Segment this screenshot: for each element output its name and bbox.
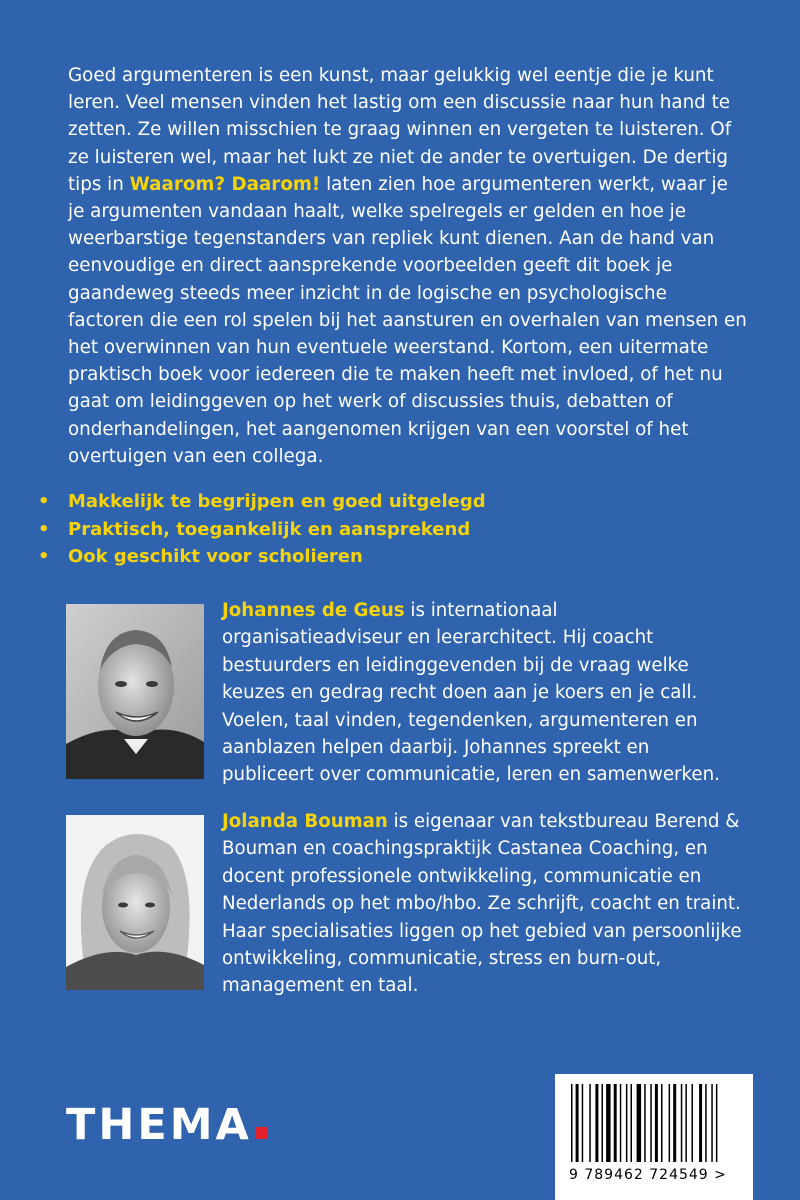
feature-item	[38, 488, 738, 516]
intro-text	[68, 62, 748, 470]
barcode-bar	[637, 1084, 642, 1162]
barcode-bar	[620, 1084, 622, 1162]
book-title: Waarom? Daarom!	[129, 173, 321, 195]
feature-list	[38, 488, 738, 571]
barcode-bar	[711, 1084, 713, 1162]
barcode-bar	[685, 1084, 687, 1162]
author-bio-jolanda	[222, 808, 742, 1000]
barcode-bar	[595, 1084, 598, 1162]
barcode-bar	[576, 1084, 579, 1162]
intro-text-part1: Goed argumenteren is een kunst, maar gelukkig wel eentje die je kunt leren. Veel mensen vinden het lastig om een discussie naar hun hand te zetten. Ze willen misschien te graag winnen en vergeten te luisteren. Of ze luisteren wel, maar het lukt ze niet de ander te overtuigen. De dertig tips in	[68, 65, 732, 195]
author-bio-text: is eigenaar van tekstbureau Berend & Bouman en coachingspraktijk Castanea Coaching, en docent professionele ontwikkeling, communicatie en Nederlands op het mbo/hbo. Ze schrijft, coacht en traint. Haar specialisaties liggen op het gebied van persoonlijke ontwikkeling, communicatie, stress en burn-out, management en taal.	[222, 811, 742, 997]
barcode-bars	[569, 1084, 739, 1166]
barcode-bar	[705, 1084, 707, 1162]
barcode-bar	[626, 1084, 628, 1162]
author-bio-johannes	[222, 597, 742, 789]
feature-text: Praktisch, toegankelijk en aansprekend	[68, 518, 471, 540]
author-name: Johannes de Geus	[222, 600, 405, 621]
bullet-icon: •	[38, 518, 50, 540]
barcode-bar	[661, 1084, 663, 1162]
barcode-bar	[606, 1084, 611, 1162]
feature-item	[38, 543, 738, 571]
intro-text-part2: laten zien hoe argumenteren werkt, waar je je argumenten vandaan haalt, welke spelregels er gelden en hoe je weerbarstige tegenstanders van repliek kunt dienen. Aan de hand van eenvoudige en direct aansprekende voorbeelden geeft dit boek je gaandeweg steeds meer inzicht in de logische en psychologische factoren die een rol spelen bij het aansturen en overhalen van mensen en het overwinnen van hun eventuele weerstand. Kortom, een uitermate praktisch boek voor iedereen die te maken heeft met invloed, of het nu gaat om leidinggeven op het werk of discussies thuis, debatten of onderhandelingen, het aangenomen krijgen van een voorstel of het overtuigen van een collega.	[68, 173, 747, 467]
barcode-bar	[589, 1084, 591, 1162]
barcode-bar	[650, 1084, 652, 1162]
barcode-bar	[716, 1084, 718, 1162]
author-photo-johannes	[66, 604, 204, 779]
feature-text: Makkelijk te begrijpen en goed uitgelegd	[68, 491, 486, 512]
bullet-icon: •	[38, 546, 50, 567]
feature-item	[38, 516, 738, 544]
barcode-bar	[699, 1084, 702, 1162]
publisher-logo	[66, 1100, 268, 1150]
barcode-bar	[681, 1084, 683, 1162]
barcode-bar	[582, 1084, 584, 1162]
publisher-name: THEMA	[66, 1100, 252, 1150]
isbn-number: 9 789462 724549 >	[569, 1167, 727, 1183]
barcode-bar	[571, 1084, 573, 1162]
barcode-bar	[655, 1084, 658, 1162]
author-photo-jolanda	[66, 815, 204, 990]
barcode-bar	[614, 1084, 617, 1162]
barcode-bar	[602, 1084, 604, 1162]
feature-text: Ook geschikt voor scholieren	[68, 546, 363, 567]
barcode-bar	[631, 1084, 633, 1162]
barcode-bar	[673, 1084, 676, 1162]
author-bio-text: is internationaal organisatieadviseur en leerarchitect. Hij coacht bestuurders en leidinggevenden bij de vraag welke keuzes en gedrag recht doen aan je koers en je call. Voelen, taal vinden, tegendenken, argumenteren en aanblazen helpen daarbij. Johannes spreekt en publiceert over communicatie, leren en samenwerken.	[222, 600, 720, 786]
author-name: Jolanda Bouman	[222, 811, 388, 832]
barcode-bar	[669, 1084, 671, 1162]
logo-dot	[256, 1127, 268, 1139]
barcode-bar	[692, 1084, 694, 1162]
bullet-icon: •	[38, 491, 50, 512]
isbn-barcode	[555, 1074, 753, 1200]
barcode-bar	[644, 1084, 646, 1162]
